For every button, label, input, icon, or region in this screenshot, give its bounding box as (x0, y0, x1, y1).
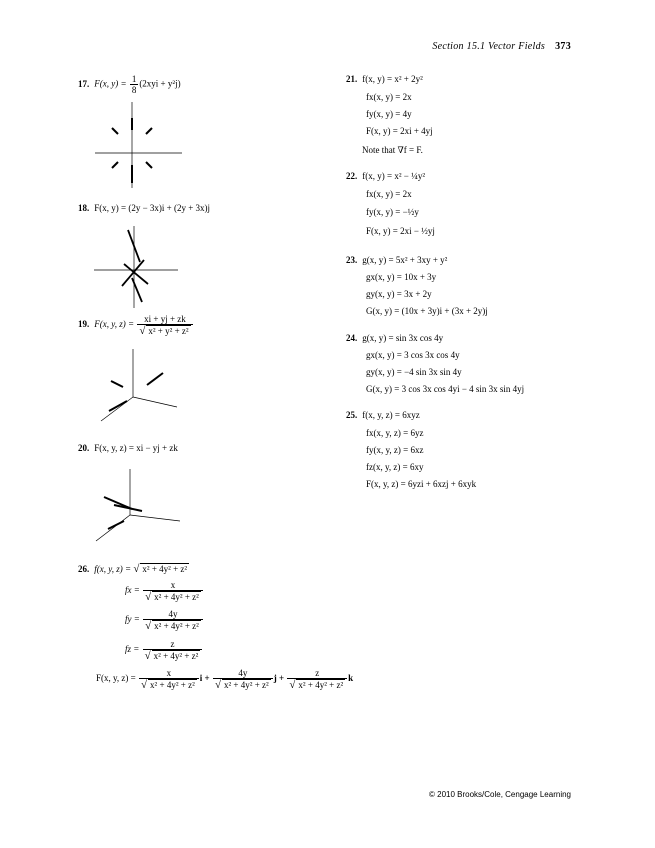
p25-line2: fx(x, y, z) = 6yz (366, 428, 424, 438)
running-header (432, 41, 571, 52)
p26-fx: fx = $\frac{x}{\text{√ x² + 4y² + z²}}$ (125, 580, 204, 602)
p24-line3: gy(x, y) = −4 sin 3x sin 4y (366, 367, 462, 377)
p21-line2: fx(x, y) = 2x (366, 92, 412, 102)
p22-line3: fy(x, y) = −½y (366, 207, 419, 217)
p26-gradient: F(x, y, z) = $\frac{x}{\text{√ x² + 4y² + z²}}$ i + $\frac{4y}{\text{√ x² + 4y² + z²}}$ j + $\frac{z}{\text{√ x² + 4y² + z²}}$ k (96, 668, 354, 691)
vector-field-graph-19 (95, 345, 190, 425)
p24-line2: gx(x, y) = 3 cos 3x cos 4y (366, 350, 460, 360)
page-number: 373 (555, 41, 571, 52)
problem-26: 26. f(x, y, z) = √ x² + 4y² + z² (78, 563, 188, 575)
p25-line3: fy(x, y, z) = 6xz (366, 445, 424, 455)
section-title: Section 15.1 Vector Fields (432, 41, 546, 52)
p23-line2: gx(x, y) = 10x + 3y (366, 272, 437, 282)
vector-field-graph-17 (90, 98, 185, 190)
p22-line2: fx(x, y) = 2x (366, 189, 412, 199)
p21-note: Note that ∇f = F. (362, 145, 423, 155)
problem-17: 17. F(x, y) = $\frac{1}{8}$ (2xyi + y²j) (78, 74, 181, 95)
p21-line3: fy(x, y) = 4y (366, 109, 412, 119)
vector-field-graph-20 (92, 465, 187, 545)
p26-fz: fz = $\frac{z}{\text{√ x² + 4y² + z²}}$ (125, 639, 203, 661)
p21-line4: F(x, y) = 2xi + 4yj (366, 126, 433, 136)
problem-25: 25. f(x, y, z) = 6xyz (346, 410, 420, 420)
p26-fy: fy = $\frac{4y}{\text{√ x² + 4y² + z²}}$ (125, 609, 204, 631)
problem-24: 24. g(x, y) = sin 3x cos 4y (346, 333, 444, 343)
problem-18: 18. F(x, y) = (2y − 3x)i + (2y + 3x)j (78, 203, 211, 213)
problem-21: 21. f(x, y) = x² + 2y² (346, 74, 423, 84)
fraction: $\frac{xi + yj + zk}{\text{√ x² + y² + z²}}$ (137, 314, 192, 336)
p25-line5: F(x, y, z) = 6yzi + 6xzj + 6xyk (366, 479, 477, 489)
p23-line4: G(x, y) = (10x + 3y)i + (3x + 2y)j (366, 306, 488, 316)
fraction: $\frac{1}{8}$ (131, 74, 137, 95)
problem-22: 22. f(x, y) = x² − ¼y² (346, 171, 426, 181)
p25-line4: fz(x, y, z) = 6xy (366, 462, 424, 472)
problem-23: 23. g(x, y) = 5x² + 3xy + y² (346, 255, 448, 265)
p24-line4: G(x, y) = 3 cos 3x cos 4yi − 4 sin 3x sin 4yj (366, 384, 525, 394)
vector-field-graph-18 (92, 222, 182, 310)
problem-20: 20. F(x, y, z) = xi − yj + zk (78, 443, 178, 453)
p22-line4: F(x, y) = 2xi − ½yj (366, 226, 435, 236)
problem-19: 19. F(x, y, z) = $\frac{xi + yj + zk}{\text{√ x² + y² + z²}}$ (78, 314, 194, 336)
copyright-footer: © 2010 Brooks/Cole, Cengage Learning (429, 790, 571, 799)
p23-line3: gy(x, y) = 3x + 2y (366, 289, 432, 299)
